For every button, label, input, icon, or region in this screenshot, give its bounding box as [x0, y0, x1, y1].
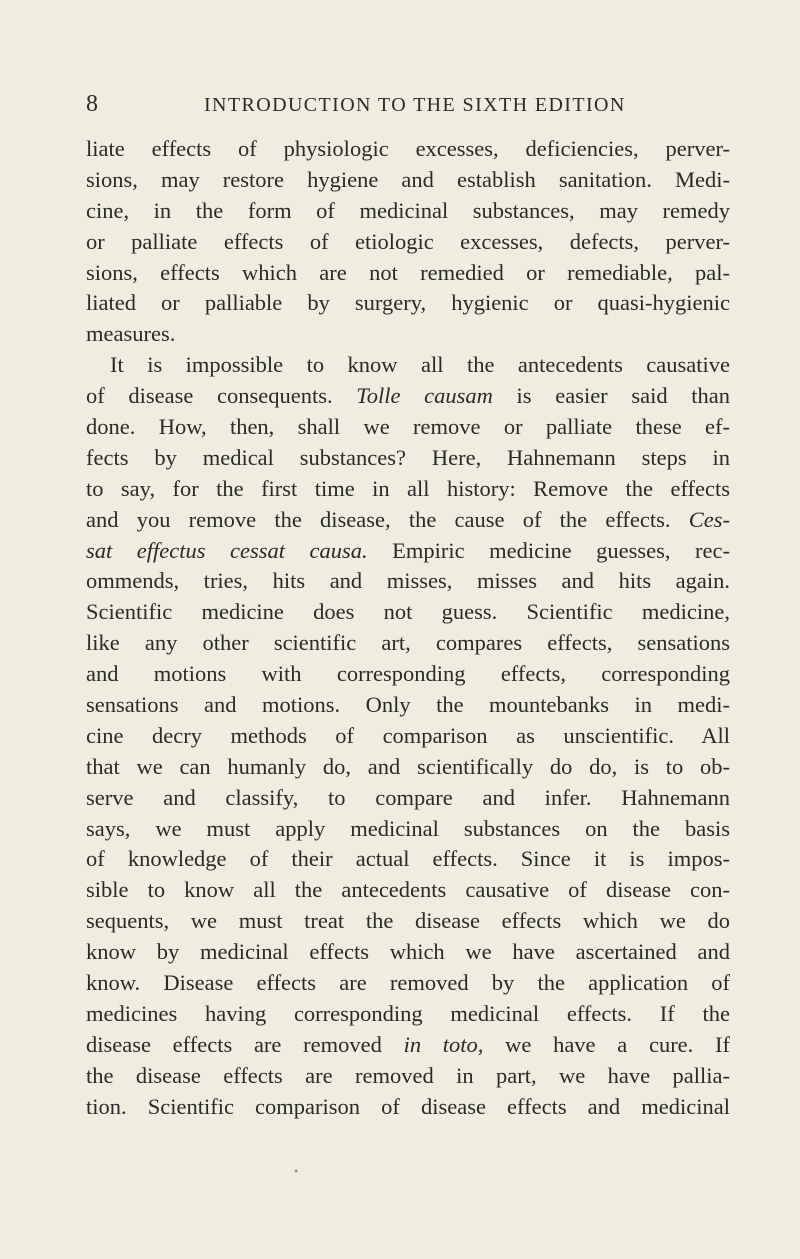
text-line: liated or palliable by surgery, hygienic or quasi-hygienic: [86, 290, 730, 316]
text-line: cine, in the form of medicinal substances, may remedy: [86, 197, 730, 223]
text-run: is easier said than: [492, 383, 730, 409]
latin-phrase: in toto,: [403, 1031, 484, 1057]
text-line: ommends, tries, hits and misses, misses and hits again.: [86, 568, 730, 594]
text-line: Scientific medicine does not guess. Scientific medicine,: [86, 599, 730, 625]
text-run: we have a cure. If: [483, 1031, 730, 1057]
ink-speck: •: [294, 1164, 299, 1178]
text-run: Empiric medicine guesses, rec-: [367, 537, 731, 563]
text-line: and motions with corresponding effects, corresponding: [86, 661, 730, 687]
text-line: sequents, we must treat the disease effects which we do: [86, 908, 730, 934]
text-line: fects by medical substances? Here, Hahnemann steps in: [86, 444, 730, 470]
text-line: [86, 505, 730, 536]
text-line: [86, 381, 730, 412]
text-line: the disease effects are removed in part, we have pallia-: [86, 1062, 730, 1088]
text-line: done. How, then, shall we remove or palliate these ef-: [86, 414, 730, 440]
text-line: It is impossible to know all the antecedents causative: [110, 352, 730, 378]
text-line: measures.: [86, 321, 176, 347]
text-run: disease effects are removed: [86, 1031, 404, 1057]
text-line: of knowledge of their actual effects. Since it is impos-: [86, 846, 730, 872]
text-line: tion. Scientific comparison of disease effects and medicinal: [86, 1093, 730, 1119]
latin-phrase: Tolle causam: [356, 383, 493, 409]
text-line: sions, may restore hygiene and establish sanitation. Medi-: [86, 166, 730, 192]
text-line: to say, for the first time in all history: Remove the effects: [86, 475, 730, 501]
running-head: INTRODUCTION TO THE SIXTH EDITION: [204, 94, 626, 116]
text-run: of disease consequents.: [86, 383, 357, 409]
text-line: sions, effects which are not remedied or remediable, pal-: [86, 259, 730, 285]
latin-phrase: Ces-: [688, 506, 730, 532]
text-line: [86, 536, 730, 567]
text-line: medicines having corresponding medicinal effects. If the: [86, 1000, 730, 1026]
text-line: liate effects of physiologic excesses, deficiencies, perver-: [86, 136, 730, 161]
page-number: 8: [86, 91, 98, 117]
text-line: [86, 1030, 730, 1061]
body-paragraphs: [86, 134, 730, 1123]
latin-phrase: sat effectus cessat causa.: [86, 537, 368, 563]
text-line: serve and classify, to compare and infer. Hahnemann: [86, 784, 730, 810]
text-line: know by medicinal effects which we have ascertained and: [86, 939, 730, 965]
text-run: and you remove the disease, the cause of the effects.: [86, 506, 689, 532]
text-line: cine decry methods of comparison as unscientific. All: [86, 722, 730, 748]
text-line: know. Disease effects are removed by the application of: [86, 970, 730, 996]
text-line: sensations and motions. Only the mountebanks in medi-: [86, 692, 730, 718]
text-line: says, we must apply medicinal substances on the basis: [86, 815, 730, 841]
text-line: like any other scientific art, compares effects, sensations: [86, 630, 730, 656]
text-line: that we can humanly do, and scientifically do do, is to ob-: [86, 753, 730, 779]
text-line: sible to know all the antecedents causative of disease con-: [86, 877, 730, 903]
text-line: or palliate effects of etiologic excesses, defects, perver-: [86, 228, 730, 254]
